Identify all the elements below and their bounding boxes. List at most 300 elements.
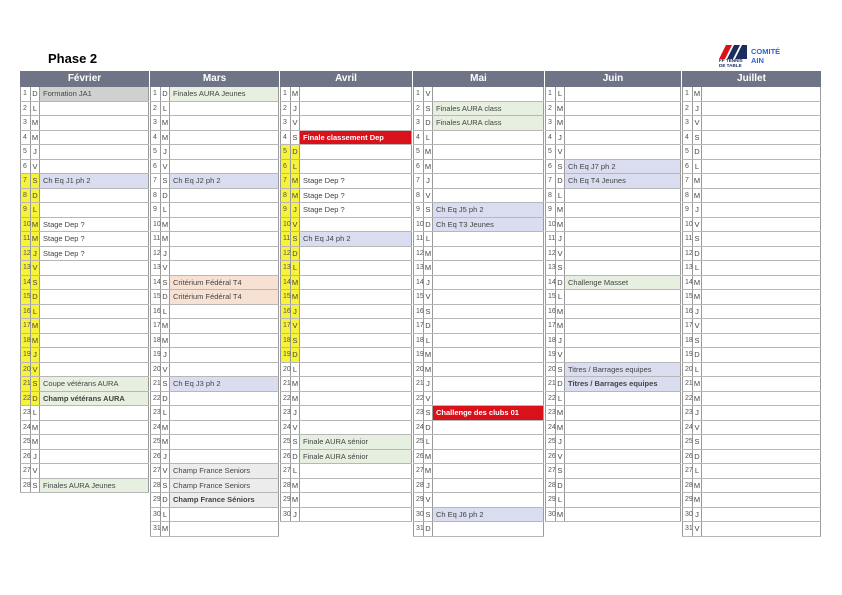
day-row [413,479,544,494]
day-row [150,464,279,479]
event-cell [433,247,544,261]
day-row [413,160,544,175]
weekday-letter: L [161,203,170,217]
event-cell [565,348,681,362]
day-number: 13 [150,261,161,275]
weekday-letter: S [161,377,170,391]
day-row [413,232,544,247]
weekday-letter: L [291,464,300,478]
weekday-letter: V [291,218,300,232]
event-cell [170,203,279,217]
weekday-letter: V [31,464,40,478]
weekday-letter: J [693,508,702,522]
day-number: 21 [413,377,424,391]
day-row [413,189,544,204]
weekday-letter: S [424,203,433,217]
event-cell [40,363,149,377]
weekday-letter: M [291,189,300,203]
day-number: 21 [150,377,161,391]
day-number: 19 [150,348,161,362]
weekday-letter: M [556,421,565,435]
weekday-letter: J [161,247,170,261]
weekday-letter: L [161,102,170,116]
event-cell [40,203,149,217]
day-row [682,102,821,117]
day-row [150,363,279,378]
day-number: 13 [280,261,291,275]
event-cell: Ch Eq T3 Jeunes [433,218,544,232]
day-row [150,131,279,146]
day-number: 19 [20,348,31,362]
weekday-letter: V [424,290,433,304]
weekday-letter: M [161,522,170,536]
day-row [413,145,544,160]
weekday-letter: J [161,450,170,464]
day-row [545,131,681,146]
event-cell [170,435,279,449]
event-cell [433,305,544,319]
event-cell: Finale AURA sénior [300,450,412,464]
day-row [20,87,149,102]
weekday-letter: M [693,290,702,304]
event-cell [40,421,149,435]
event-cell [300,348,412,362]
weekday-letter: M [556,218,565,232]
event-cell [702,218,821,232]
event-cell [300,160,412,174]
day-number: 25 [150,435,161,449]
event-cell [300,319,412,333]
weekday-letter: V [693,319,702,333]
day-row [150,247,279,262]
event-cell [702,508,821,522]
day-number: 23 [150,406,161,420]
day-row [20,348,149,363]
day-row [20,160,149,175]
day-row [545,247,681,262]
month-header: Avril [280,71,413,87]
day-row [280,435,412,450]
event-cell [565,131,681,145]
day-number: 24 [150,421,161,435]
weekday-letter: J [291,406,300,420]
weekday-letter: S [161,479,170,493]
day-row [413,508,544,523]
day-number: 27 [150,464,161,478]
day-number: 23 [20,406,31,420]
event-cell [300,377,412,391]
weekday-letter: D [424,421,433,435]
day-row [545,392,681,407]
day-row [280,160,412,175]
day-number: 24 [280,421,291,435]
day-number: 27 [682,464,693,478]
event-cell [40,334,149,348]
day-number: 22 [20,392,31,406]
weekday-letter: L [424,334,433,348]
day-number: 6 [280,160,291,174]
weekday-letter: L [291,160,300,174]
event-cell: Stage Dep ? [300,203,412,217]
day-row [413,261,544,276]
day-row [545,203,681,218]
event-cell [300,464,412,478]
event-cell: Ch Eq J6 ph 2 [433,508,544,522]
day-row [545,218,681,233]
day-row [20,450,149,465]
day-number: 10 [682,218,693,232]
weekday-letter: M [693,493,702,507]
event-cell: Finale classement Dep [300,131,412,145]
day-row [150,334,279,349]
day-number: 22 [682,392,693,406]
day-number: 6 [545,160,556,174]
event-cell [433,290,544,304]
event-cell [433,160,544,174]
event-cell [40,145,149,159]
day-number: 12 [150,247,161,261]
day-row [20,319,149,334]
logo-ff-text: FF TENNIS DE TABLE [719,58,743,68]
day-number: 28 [280,479,291,493]
day-row [413,493,544,508]
day-row [20,218,149,233]
day-row [280,479,412,494]
day-number: 14 [682,276,693,290]
event-cell [40,305,149,319]
event-cell [300,305,412,319]
weekday-letter: V [291,116,300,130]
weekday-letter: M [31,435,40,449]
day-number: 31 [413,522,424,536]
event-cell [433,493,544,507]
weekday-letter: J [291,203,300,217]
day-row [413,334,544,349]
day-row [413,87,544,102]
event-cell [300,334,412,348]
event-cell [433,421,544,435]
day-number: 3 [682,116,693,130]
weekday-letter: D [291,145,300,159]
day-row [280,116,412,131]
event-cell: Ch Eq J1 ph 2 [40,174,149,188]
weekday-letter: S [693,232,702,246]
day-number: 20 [150,363,161,377]
day-row [545,479,681,494]
day-row [280,450,412,465]
day-row [682,247,821,262]
weekday-letter: S [161,276,170,290]
day-number: 30 [280,508,291,522]
weekday-letter: J [693,203,702,217]
weekday-letter: L [556,189,565,203]
day-number: 30 [413,508,424,522]
event-cell [300,421,412,435]
day-row [20,232,149,247]
day-number: 4 [280,131,291,145]
day-row [150,116,279,131]
day-number: 29 [150,493,161,507]
day-number: 7 [150,174,161,188]
event-cell [170,247,279,261]
weekday-letter: D [556,276,565,290]
weekday-letter: M [424,261,433,275]
weekday-letter: M [424,247,433,261]
event-cell [702,363,821,377]
event-cell: Ch Eq T4 Jeunes [565,174,681,188]
weekday-letter: J [424,174,433,188]
day-number: 24 [413,421,424,435]
weekday-letter: M [31,334,40,348]
event-cell [702,87,821,101]
day-number: 17 [545,319,556,333]
weekday-letter: S [31,174,40,188]
day-row [280,348,412,363]
event-cell [40,116,149,130]
day-row [413,348,544,363]
day-number: 21 [682,377,693,391]
event-cell [702,247,821,261]
day-number: 10 [150,218,161,232]
day-number: 20 [545,363,556,377]
day-row [545,406,681,421]
day-row [682,189,821,204]
day-number: 16 [150,305,161,319]
day-number: 13 [413,261,424,275]
day-row [20,479,149,494]
day-number: 28 [413,479,424,493]
day-row [150,203,279,218]
event-cell: Stage Dep ? [300,189,412,203]
day-row [413,421,544,436]
day-row [682,479,821,494]
event-cell [170,305,279,319]
day-number: 21 [280,377,291,391]
weekday-letter: M [693,87,702,101]
weekday-letter: V [693,421,702,435]
event-cell [433,276,544,290]
weekday-letter: M [161,421,170,435]
weekday-letter: D [424,522,433,536]
weekday-letter: L [424,232,433,246]
day-number: 2 [545,102,556,116]
day-number: 8 [545,189,556,203]
event-cell [565,116,681,130]
weekday-letter: V [424,493,433,507]
day-number: 9 [545,203,556,217]
event-cell [300,276,412,290]
event-cell [170,102,279,116]
event-cell [300,493,412,507]
weekday-letter: J [424,377,433,391]
weekday-letter: L [161,305,170,319]
weekday-letter: J [31,348,40,362]
day-row [150,290,279,305]
day-number: 5 [280,145,291,159]
day-row [545,435,681,450]
weekday-letter: M [161,131,170,145]
weekday-letter: S [556,363,565,377]
day-number: 8 [280,189,291,203]
weekday-letter: L [693,261,702,275]
day-row [20,261,149,276]
day-row [682,464,821,479]
day-number: 26 [150,450,161,464]
day-number: 26 [20,450,31,464]
day-row [280,363,412,378]
day-number: 9 [413,203,424,217]
day-row [413,522,544,537]
event-cell [702,189,821,203]
event-cell: Ch Eq J3 ph 2 [170,377,279,391]
event-cell: Finale AURA sénior [300,435,412,449]
event-cell [702,464,821,478]
day-row [20,421,149,436]
day-row [545,174,681,189]
day-number: 20 [280,363,291,377]
day-number: 2 [413,102,424,116]
day-row [150,348,279,363]
day-number: 19 [682,348,693,362]
weekday-letter: V [31,363,40,377]
weekday-letter: L [31,102,40,116]
day-row [280,377,412,392]
day-number: 22 [150,392,161,406]
day-number: 25 [682,435,693,449]
event-cell: Ch Eq J4 ph 2 [300,232,412,246]
day-row [545,464,681,479]
day-row [545,493,681,508]
weekday-letter: L [31,203,40,217]
weekday-letter: D [161,493,170,507]
day-number: 14 [545,276,556,290]
weekday-letter: M [161,232,170,246]
day-row [682,392,821,407]
event-cell [565,508,681,522]
day-number: 8 [150,189,161,203]
weekday-letter: V [291,421,300,435]
weekday-letter: V [424,392,433,406]
day-row [280,493,412,508]
day-row [280,319,412,334]
event-cell [565,479,681,493]
day-number: 4 [545,131,556,145]
day-number: 20 [20,363,31,377]
day-number: 11 [150,232,161,246]
day-number: 6 [413,160,424,174]
day-number: 18 [413,334,424,348]
day-row [682,377,821,392]
day-number: 15 [20,290,31,304]
weekday-letter: M [424,464,433,478]
day-row [280,102,412,117]
day-row [280,290,412,305]
day-number: 5 [413,145,424,159]
day-number: 3 [545,116,556,130]
weekday-letter: M [693,189,702,203]
day-row [682,203,821,218]
weekday-letter: V [31,160,40,174]
event-cell [565,203,681,217]
day-row [682,145,821,160]
day-row [20,189,149,204]
day-number: 7 [545,174,556,188]
day-number: 1 [150,87,161,101]
event-cell [565,493,681,507]
event-cell [40,290,149,304]
day-row [413,377,544,392]
weekday-letter: M [556,508,565,522]
event-cell [433,145,544,159]
day-row [413,450,544,465]
day-row [413,319,544,334]
day-number: 10 [20,218,31,232]
day-number: 31 [682,522,693,536]
event-cell: Coupe vétérans AURA [40,377,149,391]
event-cell [565,450,681,464]
weekday-letter: S [291,232,300,246]
event-cell: Challenge Masset [565,276,681,290]
day-number: 25 [20,435,31,449]
weekday-letter: V [424,87,433,101]
event-cell: Champ France Séniors [170,493,279,507]
day-number: 28 [150,479,161,493]
event-cell [565,189,681,203]
day-number: 24 [20,421,31,435]
day-number: 8 [20,189,31,203]
day-row [682,334,821,349]
day-row [150,493,279,508]
day-row [280,189,412,204]
event-cell [40,450,149,464]
event-cell [40,102,149,116]
day-number: 29 [682,493,693,507]
weekday-letter: M [424,363,433,377]
day-row [150,392,279,407]
event-cell [40,160,149,174]
day-row [20,290,149,305]
event-cell [433,232,544,246]
day-row [545,450,681,465]
weekday-letter: M [31,116,40,130]
day-number: 18 [20,334,31,348]
event-cell [702,319,821,333]
day-number: 23 [280,406,291,420]
day-number: 2 [682,102,693,116]
weekday-letter: J [424,276,433,290]
event-cell: Critérium Fédéral T4 [170,290,279,304]
day-number: 17 [413,319,424,333]
day-row [545,290,681,305]
day-number: 9 [682,203,693,217]
day-row [545,160,681,175]
day-row [150,508,279,523]
day-row [20,334,149,349]
event-cell [702,421,821,435]
day-row [20,435,149,450]
day-number: 14 [150,276,161,290]
weekday-letter: S [424,102,433,116]
weekday-letter: L [31,305,40,319]
day-row [150,319,279,334]
day-row [413,102,544,117]
event-cell: Stage Dep ? [40,218,149,232]
event-cell: Ch Eq J2 ph 2 [170,174,279,188]
weekday-letter: M [161,435,170,449]
day-number: 16 [20,305,31,319]
event-cell [170,392,279,406]
day-number: 3 [413,116,424,130]
